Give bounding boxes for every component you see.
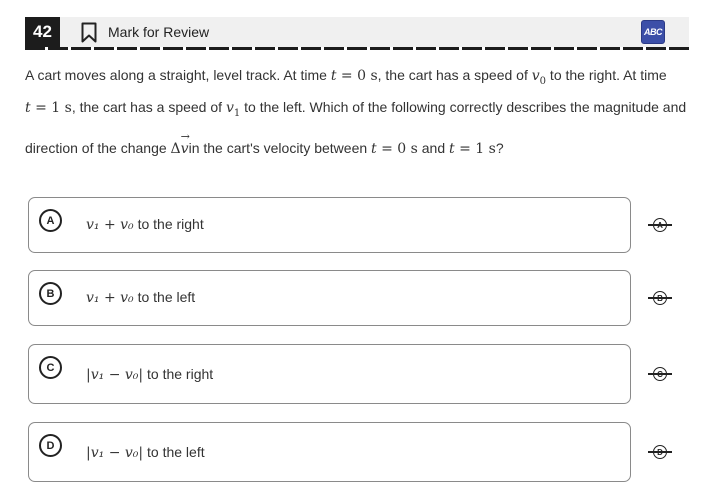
question-header [25,17,689,47]
choice-letter-c: C [39,356,62,379]
choice-letter-a: A [39,209,62,232]
mark-for-review-label: Mark for Review [108,24,210,40]
choice-b-text: v₁ + v₀ to the left [86,289,196,306]
question-line-3: direction of the change Δv → in the cart's velocity between t = 0 s and t = 1 s? [25,130,504,157]
eliminate-choice-a-button[interactable] [646,217,674,233]
eliminate-choice-b-button[interactable] [646,290,674,306]
eliminate-choice-c-button[interactable] [646,366,674,382]
abc-eliminator-button[interactable] [641,20,665,44]
question-line-1: A cart moves along a straight, level track. At time t = 0 s, the cart has a speed of $v_0$ to the right. At time [25,67,667,87]
answer-choice-b[interactable] [28,270,631,326]
velocity-vector: v → [180,130,190,157]
question-line-2: t = 1 s, the cart has a speed of $v_1$ to the left. Which of the following correctly describes the magnitude and [25,99,687,119]
answer-choice-d[interactable] [28,422,631,482]
question-number: 42 [25,17,60,47]
choice-letter-b: B [39,282,62,305]
choice-a-text: v₁ + v₀ to the right [86,216,204,233]
header-divider [25,47,689,50]
answer-choice-c[interactable] [28,344,631,404]
mark-for-review-button[interactable] [81,17,209,47]
abc-strikethrough-icon: ABC [644,27,662,37]
answer-choice-a[interactable] [28,197,631,253]
eliminate-choice-d-button[interactable] [646,444,674,460]
bookmark-icon [81,21,99,43]
choice-c-text: |v₁ − v₀| to the right [86,366,214,383]
choice-letter-d: D [39,434,62,457]
choice-d-text: |v₁ − v₀| to the left [86,444,205,461]
